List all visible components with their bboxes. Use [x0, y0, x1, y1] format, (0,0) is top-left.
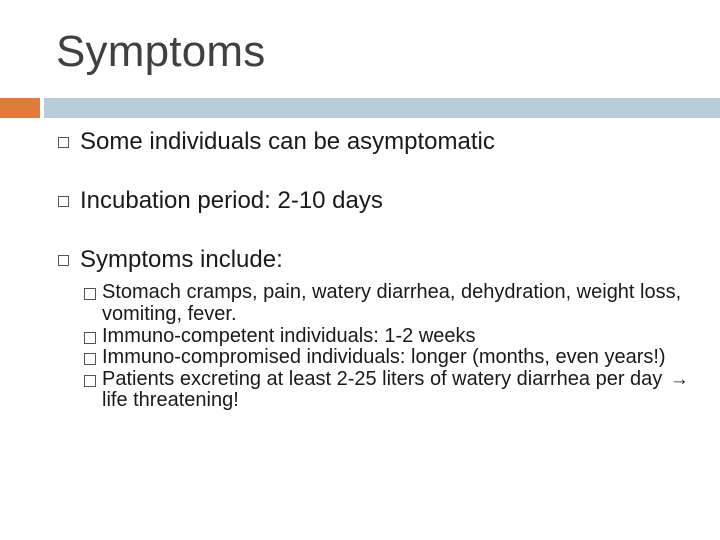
checkbox-bullet-icon	[84, 353, 96, 365]
sub-bullet-item	[74, 282, 700, 325]
sub-bullet-list	[74, 282, 700, 412]
checkbox-bullet-icon	[84, 375, 96, 387]
sub-bullet-item	[74, 347, 700, 369]
accent-bar	[0, 98, 40, 118]
checkbox-bullet-icon	[58, 137, 69, 148]
right-arrow-icon: →	[669, 368, 689, 390]
bullet-item	[56, 246, 700, 412]
header-rule	[44, 98, 720, 118]
checkbox-bullet-icon	[58, 255, 69, 266]
sub-bullet-text: Immuno-competent individuals: 1-2 weeks	[102, 324, 476, 347]
bullet-item	[56, 128, 700, 157]
bullet-text: Symptoms include:	[80, 245, 283, 273]
sub-bullet-text: Stomach cramps, pain, watery diarrhea, dehydration, weight loss, vomiting, fever.	[102, 281, 682, 325]
bullet-item	[56, 187, 700, 216]
bullet-text: Incubation period: 2-10 days	[80, 186, 383, 214]
sub-bullet-text: Immuno-compromised individuals: longer (months, even years!)	[102, 346, 666, 369]
checkbox-bullet-icon	[84, 332, 96, 344]
sub-bullet-text: Patients excreting at least 2-25 liters of watery diarrhea per day	[102, 367, 663, 390]
sub-bullet-item	[74, 326, 700, 348]
checkbox-bullet-icon	[58, 196, 69, 207]
checkbox-bullet-icon	[84, 288, 96, 300]
sub-bullet-text-after: life threatening!	[102, 389, 239, 412]
bullet-text: Some individuals can be asymptomatic	[80, 128, 495, 155]
bullet-list	[56, 128, 700, 442]
sub-bullet-item	[74, 369, 700, 412]
slide-title: Symptoms	[56, 27, 266, 76]
